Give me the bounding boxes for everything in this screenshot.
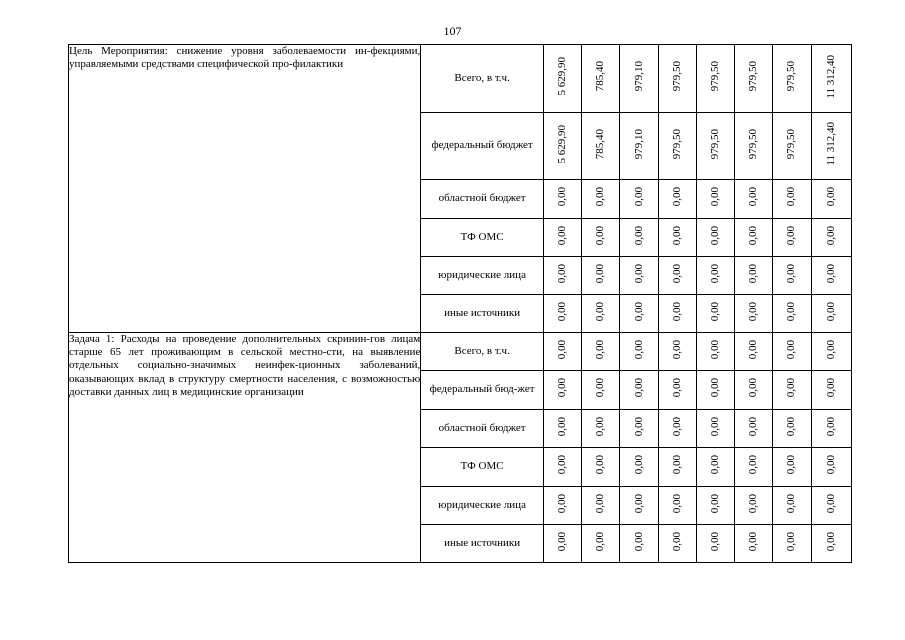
value-cell: 979,50 (658, 113, 696, 180)
value-cell: 785,40 (582, 45, 620, 113)
total-value-cell: 0,00 (811, 371, 851, 410)
funding-source-label: Всего, в т.ч. (421, 333, 544, 371)
value-cell: 979,50 (696, 113, 734, 180)
value-cell: 0,00 (582, 257, 620, 295)
goal-description: Цель Мероприятия: снижение уровня заболеваемости ин-фекциями, управляемыми средствами специфической про-филактики (69, 45, 421, 333)
value-cell: 0,00 (735, 487, 773, 525)
value-cell: 0,00 (696, 371, 734, 410)
value-cell: 0,00 (696, 448, 734, 487)
value-cell: 0,00 (658, 371, 696, 410)
funding-source-label: иные источники (421, 525, 544, 563)
value-cell: 0,00 (582, 371, 620, 410)
value-cell: 0,00 (658, 448, 696, 487)
value-cell: 0,00 (696, 410, 734, 448)
funding-table (68, 44, 852, 563)
value-cell: 5 629,90 (544, 113, 582, 180)
value-cell: 0,00 (620, 257, 658, 295)
value-cell: 0,00 (582, 487, 620, 525)
value-cell: 0,00 (658, 295, 696, 333)
value-cell: 0,00 (658, 219, 696, 257)
total-value-cell: 0,00 (811, 219, 851, 257)
value-cell: 0,00 (658, 333, 696, 371)
value-cell: 0,00 (620, 410, 658, 448)
total-value-cell: 0,00 (811, 487, 851, 525)
value-cell: 0,00 (620, 295, 658, 333)
value-cell: 0,00 (773, 295, 811, 333)
total-value-cell: 11 312,40 (811, 113, 851, 180)
value-cell: 0,00 (582, 295, 620, 333)
value-cell: 0,00 (620, 180, 658, 219)
value-cell: 979,50 (696, 45, 734, 113)
value-cell: 0,00 (773, 257, 811, 295)
value-cell: 0,00 (582, 333, 620, 371)
total-value-cell: 0,00 (811, 295, 851, 333)
value-cell: 0,00 (735, 219, 773, 257)
funding-source-label: Всего, в т.ч. (421, 45, 544, 113)
total-value-cell: 0,00 (811, 410, 851, 448)
total-value-cell: 0,00 (811, 525, 851, 563)
value-cell: 0,00 (658, 180, 696, 219)
value-cell: 0,00 (544, 487, 582, 525)
value-cell: 0,00 (544, 410, 582, 448)
value-cell: 0,00 (773, 525, 811, 563)
value-cell: 0,00 (658, 410, 696, 448)
funding-source-label: ТФ ОМС (421, 219, 544, 257)
value-cell: 0,00 (773, 333, 811, 371)
funding-source-label: областной бюджет (421, 410, 544, 448)
task-description: Задача 1: Расходы на проведение дополнительных скринин-гов лицам старше 65 лет проживающим в сельской местно-сти, на выявление отдельных социально-значимых неинфек-ционных заболеваний, оказывающих вклад в структуру смертности населения, с возможностью доставки данных лиц в медицинские организации (69, 333, 421, 563)
value-cell: 0,00 (658, 257, 696, 295)
funding-source-label: юридические лица (421, 487, 544, 525)
value-cell: 0,00 (544, 180, 582, 219)
value-cell: 0,00 (773, 180, 811, 219)
value-cell: 0,00 (544, 257, 582, 295)
value-cell: 0,00 (735, 371, 773, 410)
value-cell: 0,00 (735, 410, 773, 448)
value-cell: 0,00 (773, 371, 811, 410)
total-value-cell: 11 312,40 (811, 45, 851, 113)
value-cell: 0,00 (582, 410, 620, 448)
value-cell: 0,00 (696, 257, 734, 295)
value-cell: 0,00 (544, 448, 582, 487)
value-cell: 0,00 (696, 333, 734, 371)
value-cell: 0,00 (696, 295, 734, 333)
value-cell: 0,00 (620, 525, 658, 563)
value-cell: 0,00 (696, 219, 734, 257)
total-value-cell: 0,00 (811, 333, 851, 371)
value-cell: 0,00 (544, 219, 582, 257)
value-cell: 0,00 (544, 333, 582, 371)
value-cell: 979,50 (735, 45, 773, 113)
value-cell: 0,00 (582, 448, 620, 487)
value-cell: 0,00 (696, 525, 734, 563)
table-row (69, 45, 852, 113)
value-cell: 979,50 (773, 113, 811, 180)
value-cell: 0,00 (620, 219, 658, 257)
value-cell: 0,00 (696, 487, 734, 525)
funding-source-label: юридические лица (421, 257, 544, 295)
value-cell: 785,40 (582, 113, 620, 180)
value-cell: 0,00 (773, 448, 811, 487)
value-cell: 0,00 (773, 410, 811, 448)
value-cell: 0,00 (582, 525, 620, 563)
value-cell: 0,00 (735, 448, 773, 487)
value-cell: 0,00 (735, 257, 773, 295)
value-cell: 0,00 (582, 180, 620, 219)
value-cell: 0,00 (658, 487, 696, 525)
value-cell: 979,50 (658, 45, 696, 113)
value-cell: 0,00 (620, 333, 658, 371)
funding-source-label: федеральный бюджет (421, 113, 544, 180)
value-cell: 0,00 (696, 180, 734, 219)
value-cell: 5 629,90 (544, 45, 582, 113)
value-cell: 979,50 (773, 45, 811, 113)
page-number: 107 (443, 24, 462, 38)
value-cell: 0,00 (735, 525, 773, 563)
value-cell: 0,00 (544, 371, 582, 410)
value-cell: 0,00 (735, 295, 773, 333)
value-cell: 0,00 (544, 295, 582, 333)
value-cell: 0,00 (620, 371, 658, 410)
value-cell: 0,00 (620, 448, 658, 487)
funding-source-label: ТФ ОМС (421, 448, 544, 487)
funding-source-label: иные источники (421, 295, 544, 333)
total-value-cell: 0,00 (811, 448, 851, 487)
value-cell: 0,00 (735, 180, 773, 219)
total-value-cell: 0,00 (811, 180, 851, 219)
value-cell: 979,50 (735, 113, 773, 180)
value-cell: 979,10 (620, 45, 658, 113)
value-cell: 979,10 (620, 113, 658, 180)
value-cell: 0,00 (658, 525, 696, 563)
value-cell: 0,00 (620, 487, 658, 525)
total-value-cell: 0,00 (811, 257, 851, 295)
funding-source-label: областной бюджет (421, 180, 544, 219)
value-cell: 0,00 (773, 219, 811, 257)
value-cell: 0,00 (544, 525, 582, 563)
value-cell: 0,00 (773, 487, 811, 525)
table-row (69, 333, 852, 371)
value-cell: 0,00 (735, 333, 773, 371)
value-cell: 0,00 (582, 219, 620, 257)
funding-source-label: федеральный бюд-жет (421, 371, 544, 410)
